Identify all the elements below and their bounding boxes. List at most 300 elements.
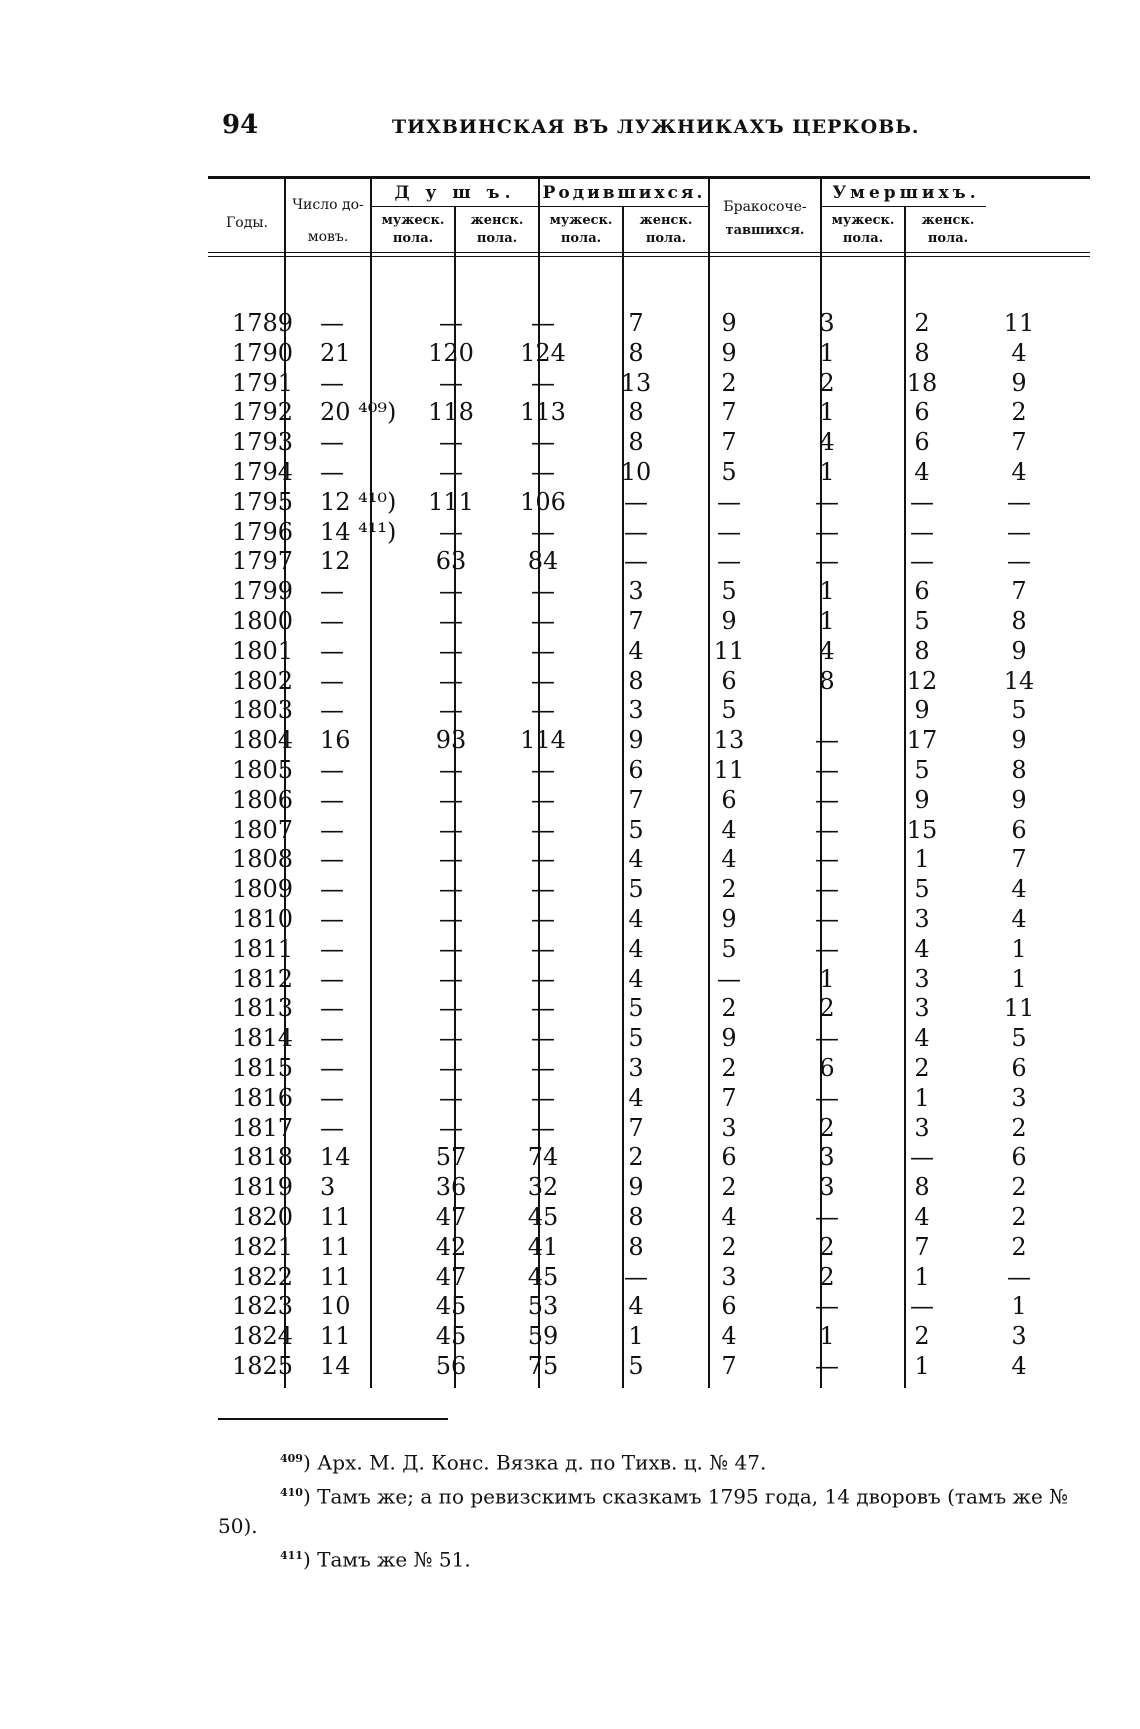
header-died-female-2: пола. <box>927 231 969 246</box>
table-row <box>222 756 1090 786</box>
value-cell: 1 <box>1011 1292 1027 1321</box>
footnote-text: ) Арх. М. Д. Конс. Вязка д. по Тихв. ц. № 47. <box>302 1450 767 1475</box>
value-cell: — <box>1007 547 1031 576</box>
value-cell: 6 <box>1011 815 1027 844</box>
value-cell: 8 <box>628 1232 644 1261</box>
value-cell: 120 <box>428 338 474 367</box>
value-cell: — <box>320 666 344 695</box>
year-cell: 1824 <box>232 1322 294 1351</box>
value-cell: 4 <box>721 815 737 844</box>
value-cell: 7 <box>628 785 644 814</box>
table-row <box>222 309 1090 339</box>
value-cell: — <box>439 1083 463 1112</box>
value-cell: 2 <box>721 994 737 1023</box>
value-cell: — <box>717 964 741 993</box>
table-row <box>222 607 1090 637</box>
value-cell: 7 <box>721 1083 737 1112</box>
value-cell: — <box>320 815 344 844</box>
value-cell: 3 <box>914 994 930 1023</box>
year-cell: 1796 <box>232 517 294 546</box>
value-cell: — <box>531 994 555 1023</box>
value-cell: 6 <box>914 577 930 606</box>
value-cell: — <box>439 577 463 606</box>
value-cell: 2 <box>819 368 835 397</box>
value-cell: 1 <box>819 338 835 367</box>
value-cell: 36 <box>435 1173 467 1202</box>
value-cell: 9 <box>721 338 737 367</box>
value-cell: 6 <box>721 1292 737 1321</box>
value-cell: 7 <box>628 1113 644 1142</box>
year-cell: 1803 <box>232 696 294 725</box>
table-row <box>222 994 1090 1024</box>
header-years: Годы. <box>226 215 268 231</box>
value-cell: 9 <box>721 309 737 337</box>
header-died-female-1: женск. <box>921 213 975 228</box>
value-cell: 7 <box>914 1232 930 1261</box>
value-cell: 11 <box>713 755 745 784</box>
value-cell: 5 <box>721 934 737 963</box>
value-cell: 4 <box>628 845 644 874</box>
value-cell: 3 <box>721 1262 737 1291</box>
header-married-line2: тавшихся. <box>725 223 805 238</box>
year-cell: 1814 <box>232 1024 294 1053</box>
value-cell: 3 <box>914 964 930 993</box>
year-cell: 1795 <box>232 487 294 516</box>
running-title: ТИХВИНСКАЯ ВЪ ЛУЖНИКАХЪ ЦЕРКОВЬ. <box>392 116 920 138</box>
value-cell: 45 <box>435 1322 467 1351</box>
value-cell: 15 <box>906 815 938 844</box>
value-cell: — <box>531 577 555 606</box>
value-cell: 20 ⁴⁰⁹) <box>320 398 397 427</box>
year-cell: 1793 <box>232 428 294 457</box>
value-cell: — <box>439 875 463 904</box>
year-cell: 1808 <box>232 845 294 874</box>
value-cell: — <box>439 309 463 337</box>
value-cell: 11 <box>320 1232 351 1261</box>
table-row <box>222 1114 1090 1144</box>
value-cell: 2 <box>721 368 737 397</box>
value-cell: 5 <box>628 875 644 904</box>
value-cell: 1 <box>1011 964 1027 993</box>
value-cell: 3 <box>819 309 835 337</box>
header-died: Умершихъ. <box>832 183 980 203</box>
value-cell: 2 <box>914 309 930 337</box>
year-cell: 1806 <box>232 785 294 814</box>
year-cell: 1822 <box>232 1262 294 1291</box>
year-cell: 1790 <box>232 338 294 367</box>
value-cell: 7 <box>721 1351 737 1380</box>
year-cell: 1807 <box>232 815 294 844</box>
value-cell: 1 <box>819 1322 835 1351</box>
table-top-rule <box>208 176 1090 179</box>
table-row <box>222 1143 1090 1173</box>
value-cell: — <box>624 1262 648 1291</box>
value-cell: 9 <box>914 785 930 814</box>
footnote <box>218 1444 1098 1478</box>
value-cell: — <box>439 904 463 933</box>
year-cell: 1804 <box>232 726 294 755</box>
value-cell: 9 <box>628 1173 644 1202</box>
value-cell: 2 <box>1011 1232 1027 1261</box>
value-cell: 3 <box>819 1143 835 1172</box>
value-cell: 4 <box>914 934 930 963</box>
value-cell: 4 <box>914 1024 930 1053</box>
value-cell: 75 <box>527 1351 559 1380</box>
header-souls-female-2: пола. <box>476 231 518 246</box>
value-cell: — <box>439 1024 463 1053</box>
value-cell: — <box>320 636 344 665</box>
footnote-text: ) Тамъ же № 51. <box>302 1547 471 1572</box>
value-cell: 21 <box>320 338 351 367</box>
value-cell: — <box>320 368 344 397</box>
footnote <box>218 1541 1098 1575</box>
value-cell: 3 <box>914 904 930 933</box>
value-cell: 59 <box>527 1322 559 1351</box>
year-cell: 1819 <box>232 1173 294 1202</box>
value-cell: — <box>439 696 463 725</box>
value-cell: 3 <box>628 1053 644 1082</box>
value-cell: 4 <box>721 1202 737 1231</box>
value-cell: — <box>1007 487 1031 516</box>
table-row <box>222 369 1090 399</box>
value-cell: 84 <box>527 547 559 576</box>
value-cell: — <box>531 636 555 665</box>
year-cell: 1809 <box>232 875 294 904</box>
value-cell: 45 <box>435 1292 467 1321</box>
footnote-mark: 409 <box>280 1452 303 1465</box>
value-cell: — <box>815 726 839 755</box>
value-cell: 12 ⁴¹⁰) <box>320 487 397 516</box>
value-cell: — <box>320 309 344 337</box>
value-cell: 5 <box>721 457 737 486</box>
value-cell: 53 <box>527 1292 559 1321</box>
value-cell: 6 <box>1011 1053 1027 1082</box>
footnote-mark: 410 <box>280 1485 303 1499</box>
value-cell: 2 <box>1011 1173 1027 1202</box>
value-cell: — <box>531 1113 555 1142</box>
value-cell: — <box>320 875 344 904</box>
value-cell: — <box>320 1053 344 1082</box>
value-cell: 14 <box>320 1351 351 1380</box>
value-cell: 5 <box>628 815 644 844</box>
value-cell: 9 <box>1011 368 1027 397</box>
value-cell: — <box>815 785 839 814</box>
value-cell: 8 <box>628 1202 644 1231</box>
value-cell: — <box>439 815 463 844</box>
value-cell: 9 <box>721 904 737 933</box>
value-cell: 7 <box>628 309 644 337</box>
value-cell: 8 <box>628 398 644 427</box>
header-born-female-1: женск. <box>639 213 693 228</box>
value-cell: — <box>320 1083 344 1112</box>
footnote-separator <box>218 1418 448 1420</box>
table-row <box>222 905 1090 935</box>
value-cell: — <box>815 1351 839 1380</box>
value-cell: 5 <box>914 875 930 904</box>
value-cell: 4 <box>628 904 644 933</box>
value-cell: 8 <box>628 428 644 457</box>
value-cell: 2 <box>1011 398 1027 427</box>
value-cell: — <box>910 487 934 516</box>
value-cell: 47 <box>435 1262 467 1291</box>
value-cell: 4 <box>914 1202 930 1231</box>
value-cell: — <box>439 994 463 1023</box>
year-cell: 1817 <box>232 1113 294 1142</box>
died-underline <box>820 206 986 207</box>
value-cell: 7 <box>721 398 737 427</box>
value-cell: 11 <box>1003 309 1035 337</box>
header-married-line1: Бракосоче- <box>723 199 807 215</box>
value-cell: 1 <box>628 1322 644 1351</box>
value-cell: 8 <box>914 636 930 665</box>
value-cell: 1 <box>819 457 835 486</box>
value-cell: — <box>531 904 555 933</box>
table-row <box>222 1292 1090 1322</box>
value-cell: — <box>531 666 555 695</box>
table-row <box>222 726 1090 756</box>
value-cell: 5 <box>628 1024 644 1053</box>
value-cell: 4 <box>1011 875 1027 904</box>
value-cell: 4 <box>914 457 930 486</box>
header-born-female-2: пола. <box>645 231 687 246</box>
value-cell: 11 <box>1003 994 1035 1023</box>
value-cell: — <box>531 755 555 784</box>
value-cell: 6 <box>914 398 930 427</box>
year-cell: 1802 <box>232 666 294 695</box>
value-cell: 1 <box>819 606 835 635</box>
value-cell: — <box>624 517 648 546</box>
table-row <box>222 637 1090 667</box>
value-cell: 45 <box>527 1202 559 1231</box>
value-cell: 5 <box>721 577 737 606</box>
value-cell: — <box>815 1292 839 1321</box>
value-cell: — <box>320 994 344 1023</box>
value-cell: — <box>717 517 741 546</box>
year-cell: 1812 <box>232 964 294 993</box>
value-cell: 8 <box>914 1173 930 1202</box>
value-cell: — <box>815 845 839 874</box>
value-cell: — <box>439 517 463 546</box>
value-cell: — <box>531 1053 555 1082</box>
value-cell: 2 <box>721 1232 737 1261</box>
value-cell: 8 <box>914 338 930 367</box>
value-cell: 1 <box>1011 934 1027 963</box>
table-row <box>222 488 1090 518</box>
table-row <box>222 1233 1090 1263</box>
value-cell: 11 <box>320 1202 351 1231</box>
value-cell: — <box>531 934 555 963</box>
value-cell: — <box>531 815 555 844</box>
value-cell: 2 <box>819 1262 835 1291</box>
value-cell: 114 <box>520 726 566 755</box>
value-cell: 14 <box>320 1143 351 1172</box>
header-died-male-1: мужеск. <box>831 213 895 228</box>
year-cell: 1820 <box>232 1202 294 1231</box>
value-cell: — <box>320 457 344 486</box>
value-cell: — <box>717 547 741 576</box>
value-cell: 5 <box>628 1351 644 1380</box>
value-cell: 14 <box>1003 666 1035 695</box>
value-cell: 4 <box>721 845 737 874</box>
value-cell: — <box>531 428 555 457</box>
value-cell: 9 <box>1011 636 1027 665</box>
value-cell: 3 <box>819 1173 835 1202</box>
value-cell: — <box>531 964 555 993</box>
value-cell: 6 <box>721 1143 737 1172</box>
value-cell: 3 <box>914 1113 930 1142</box>
value-cell: 74 <box>527 1143 559 1172</box>
value-cell: — <box>531 606 555 635</box>
value-cell: — <box>320 606 344 635</box>
value-cell: — <box>439 755 463 784</box>
value-cell: — <box>815 904 839 933</box>
footnote <box>218 1478 1098 1542</box>
value-cell: — <box>531 368 555 397</box>
year-cell: 1800 <box>232 606 294 635</box>
value-cell: — <box>815 755 839 784</box>
table-row <box>222 577 1090 607</box>
value-cell: 8 <box>628 338 644 367</box>
value-cell: 9 <box>628 726 644 755</box>
value-cell: 3 <box>320 1173 336 1202</box>
year-cell: 1797 <box>232 547 294 576</box>
value-cell: — <box>320 1024 344 1053</box>
value-cell: 4 <box>1011 338 1027 367</box>
value-cell: 13 <box>620 368 652 397</box>
table-row <box>222 428 1090 458</box>
value-cell: 6 <box>721 666 737 695</box>
value-cell: 1 <box>914 1262 930 1291</box>
value-cell: — <box>624 547 648 576</box>
value-cell: — <box>815 487 839 516</box>
value-cell: 3 <box>628 696 644 725</box>
value-cell: 2 <box>819 1232 835 1261</box>
value-cell: — <box>531 1024 555 1053</box>
value-cell: 3 <box>628 577 644 606</box>
value-cell: — <box>439 785 463 814</box>
value-cell: — <box>320 845 344 874</box>
year-cell: 1810 <box>232 904 294 933</box>
value-cell: — <box>815 547 839 576</box>
year-cell: 1801 <box>232 636 294 665</box>
value-cell: — <box>531 696 555 725</box>
value-cell: — <box>531 517 555 546</box>
value-cell: — <box>531 875 555 904</box>
value-cell: 113 <box>520 398 566 427</box>
value-cell: — <box>439 845 463 874</box>
value-cell: — <box>910 1143 934 1172</box>
value-cell: 1 <box>914 845 930 874</box>
value-cell: — <box>815 517 839 546</box>
value-cell: 9 <box>914 696 930 725</box>
value-cell: 4 <box>1011 1351 1027 1380</box>
value-cell: 6 <box>721 785 737 814</box>
year-cell: 1816 <box>232 1083 294 1112</box>
value-cell: — <box>531 1083 555 1112</box>
value-cell: 11 <box>713 636 745 665</box>
value-cell: — <box>439 636 463 665</box>
footnote-mark: 411 <box>280 1549 303 1563</box>
value-cell: 8 <box>1011 755 1027 784</box>
year-cell: 1815 <box>232 1053 294 1082</box>
value-cell: 9 <box>1011 785 1027 814</box>
value-cell: — <box>320 428 344 457</box>
value-cell: — <box>1007 517 1031 546</box>
table-row <box>222 1173 1090 1203</box>
year-cell: 1789 <box>232 309 294 337</box>
value-cell: 4 <box>628 1083 644 1112</box>
value-cell: 2 <box>721 1053 737 1082</box>
value-cell: 12 <box>906 666 938 695</box>
value-cell: 7 <box>628 606 644 635</box>
value-cell: 3 <box>1011 1322 1027 1351</box>
header-houses-line1: Число до- <box>292 197 364 213</box>
table-row <box>222 458 1090 488</box>
value-cell: — <box>439 428 463 457</box>
value-cell: 1 <box>914 1083 930 1112</box>
table-row <box>222 398 1090 428</box>
page-number: 94 <box>222 110 259 140</box>
header-souls: Д у ш ъ. <box>394 183 516 203</box>
value-cell: — <box>624 487 648 516</box>
year-cell: 1813 <box>232 994 294 1023</box>
value-cell: 4 <box>1011 457 1027 486</box>
value-cell: 2 <box>1011 1113 1027 1142</box>
table-row <box>222 816 1090 846</box>
year-cell: 1821 <box>232 1232 294 1261</box>
value-cell: — <box>815 1083 839 1112</box>
table-row <box>222 1054 1090 1084</box>
value-cell: — <box>320 577 344 606</box>
value-cell: — <box>531 845 555 874</box>
value-cell: 42 <box>435 1232 467 1261</box>
table-row <box>222 667 1090 697</box>
value-cell: — <box>531 309 555 337</box>
year-cell: 1825 <box>232 1351 294 1380</box>
value-cell: 12 <box>320 547 351 576</box>
value-cell: — <box>320 696 344 725</box>
value-cell: 4 <box>819 636 835 665</box>
value-cell: 1 <box>819 577 835 606</box>
value-cell: — <box>439 666 463 695</box>
footnotes <box>218 1444 1098 1575</box>
year-cell: 1818 <box>232 1143 294 1172</box>
value-cell: — <box>439 934 463 963</box>
value-cell: 1 <box>914 1351 930 1380</box>
value-cell: — <box>815 1202 839 1231</box>
value-cell: 2 <box>721 1173 737 1202</box>
value-cell: 57 <box>435 1143 467 1172</box>
value-cell: — <box>320 904 344 933</box>
value-cell: 2 <box>721 875 737 904</box>
value-cell: 11 <box>320 1262 351 1291</box>
header-rule-1 <box>208 252 1090 253</box>
header-rule-2 <box>208 256 1090 257</box>
value-cell: — <box>320 934 344 963</box>
value-cell: 17 <box>906 726 938 755</box>
value-cell: — <box>439 1053 463 1082</box>
year-cell: 1794 <box>232 457 294 486</box>
table-row <box>222 1084 1090 1114</box>
value-cell: 32 <box>527 1173 559 1202</box>
value-cell: 6 <box>628 755 644 784</box>
year-cell: 1799 <box>232 577 294 606</box>
value-cell: 4 <box>628 1292 644 1321</box>
header-born-male-1: мужеск. <box>549 213 613 228</box>
value-cell: 124 <box>520 338 566 367</box>
value-cell: 6 <box>914 428 930 457</box>
table-row <box>222 547 1090 577</box>
